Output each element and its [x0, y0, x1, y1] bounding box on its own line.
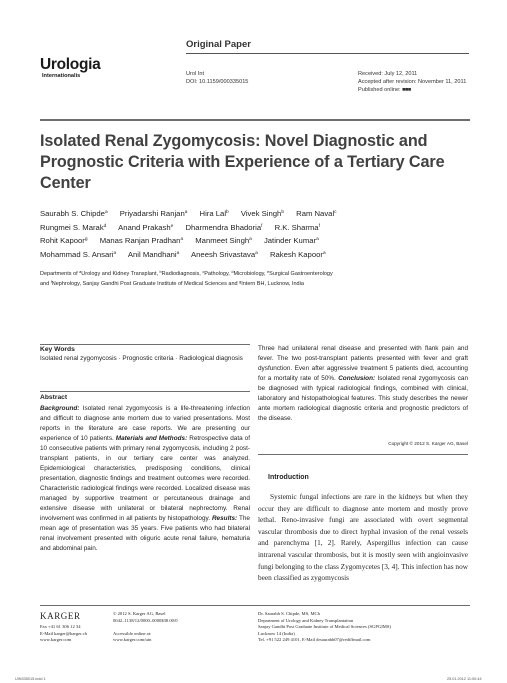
keywords-heading: Key Words	[40, 346, 75, 353]
author: Dharmendra Bhadoria$^f$	[185, 222, 263, 232]
publication-info: © 2012 S. Karger AG, Basel 0042–1138/12/0000–0000$38.00/0 Accessible online at: www.karger.com/uin	[113, 611, 178, 642]
author: Anand Prakash$^e$	[118, 222, 174, 232]
author: Saurabh S. Chipde$^a$	[40, 209, 108, 218]
publisher-fax: Fax +41 61 306 12 34	[40, 624, 81, 629]
publisher-email[interactable]: E-Mail karger@karger.ch	[40, 630, 87, 636]
author: Rohit Kapoor$^g$	[40, 236, 88, 246]
published-date: Published online: ■■■	[358, 87, 411, 94]
journal-subname: Internationalis	[42, 72, 81, 79]
footer-divider	[40, 605, 470, 606]
abstract-divider	[40, 391, 250, 392]
title-divider	[40, 119, 470, 121]
author: Priyadarshi Ranjan$^a$	[119, 209, 188, 218]
journal-meta	[186, 70, 248, 86]
author: Jatinder Kumar$^a$	[263, 236, 319, 246]
header-divider	[186, 53, 469, 54]
abstract-continued: Three had unilateral renal disease and presented with flank pain and fever. The two post-transplant patients presented with fever and graft dysfunction. Even after aggressive treatment 5 patients died, accounting for a mortality rate of 50%. Conclusion: Isolated renal zygomycosis can be diagnosed with typical radiological findings, combined with clinical, laboratory and histopathological features. This study describes the newer ante mortem radiological diagnostic criteria and prognostic predictors of the disease.	[258, 345, 468, 422]
correspondence: Dr. Saurabh S. Chipde, MS, MCh Department of Urology and Kidney Transplantation Sanjay Gandhi Post Graduate Institute of Medical Sciences (SGPGIMS) Lucknow 14 (India) Tel. +91 522 249 4101, E-Mail drsaurabh07@rediffmail.com	[258, 611, 391, 642]
author: Hira Lal$^b$	[199, 209, 229, 218]
print-slug-date: 25.01.2012 11:00:44	[447, 677, 482, 681]
publisher-logo: KARGER	[40, 611, 81, 621]
print-slug-file: UIN335015.indd 1	[15, 677, 46, 681]
copyright-notice: Copyright © 2012 S. Karger AG, Basel	[388, 441, 468, 446]
affiliations: Departments of $^a$Urology and Kidney Transplant, $^b$Radiodiagnosis, $^c$Pathology, $^d$Microbiology, $^e$Surgical Gastroenterology and $^f$Nephrology, Sanjay Gandhi Post Graduate Institute of Medical Sciences and $^g$Intern BH, Lucknow, India	[40, 270, 333, 287]
author: Rakesh Kapoor$^a$	[269, 250, 326, 260]
abstract-heading: Abstract	[40, 394, 68, 401]
keywords-text: Isolated renal zygomycosis · Prognostic criteria · Radiological diagnosis	[40, 355, 243, 362]
abstract-text: Background: Isolated renal zygomycosis is a life-threatening infection and difficult to diagnose ante mortem due to varied presentations. Most reports in the literature are case reports. We are presenting our experience of 10 patients. Materials and Methods: Retrospective data of 10 consecutive patients with primary renal zygomycosis, including 2 post-transplant patients, in our tertiary care center was analyzed. Epidemiological characteristics, predisposing conditions, clinical presentation, diagnostic findings and treatment outcomes were recorded. Characteristic radiological findings were recorded. Localized disease was managed by supportive treatment or percutaneous drainage and extensive disease with unilateral or bilateral nephrectomy. Renal involvement was confirmed in all patients by histopathology. Results: The mean age of presentation was 35 years. Five patients who had bilateral renal involvement presented with oliguric acute renal failure, hematuria and abdominal pain.	[40, 405, 250, 552]
introduction-text: Systemic fungal infections are rare in the kidneys but when they occur they are difficult to diagnose ante mortem and mostly prove lethal. Reno-invasive fungi are associated with overt segmental vascular thrombosis due to direct hyphal invasion of the renal vessels and parenchyma [1, 2]. Rarely, Aspergillus infection can cause intrarenal vascular thrombosis, but it is mostly seen with angioinvasive fungi belonging to the class Zygomycetes [3, 4]. This infection has now been classified as zygomycosis	[258, 492, 468, 583]
author: Manmeet Singh$^a$	[195, 236, 252, 246]
author: Anil Mandhani$^a$	[127, 250, 180, 260]
received-date: Received: July 12, 2011	[358, 71, 418, 77]
author: Aneesh Srivastava$^a$	[191, 250, 258, 260]
journal-name: Urologia	[40, 56, 101, 73]
introduction-divider	[258, 454, 468, 455]
keywords-divider	[40, 344, 250, 345]
doi[interactable]: DOI: 10.1159/000335015	[186, 79, 249, 86]
author: R.K. Sharma$^f$	[274, 222, 320, 232]
author: Ram Naval$^c$	[296, 209, 337, 218]
accepted-date: Accepted after revision: November 11, 2011	[358, 79, 467, 86]
publisher-website[interactable]: www.karger.com	[40, 637, 72, 642]
author: Rungmei S. Marak$^d$	[40, 222, 107, 232]
author: Vivek Singh$^b$	[240, 209, 284, 218]
online-url[interactable]: www.karger.com/uin	[113, 637, 152, 642]
introduction-heading: Introduction	[268, 474, 309, 481]
journal-logo	[40, 57, 100, 79]
author: Mohammad S. Ansari$^a$	[40, 250, 117, 260]
correspondence-contact[interactable]: Tel. +91 522 249 4101, E-Mail drsaurabh07@rediffmail.com	[258, 637, 371, 642]
journal-abbrev: Urol Int	[186, 71, 205, 77]
publication-dates	[358, 70, 466, 95]
section-label: Original Paper	[186, 39, 251, 50]
published-placeholder: ■■■	[402, 87, 411, 94]
article-title: Isolated Renal Zygomycosis: Novel Diagnostic and Prognostic Criteria with Experience of a Tertiary Care Center	[40, 132, 445, 192]
publisher-contact	[40, 624, 87, 644]
author: Manas Ranjan Pradhan$^a$	[99, 236, 184, 246]
author-list	[40, 207, 470, 262]
